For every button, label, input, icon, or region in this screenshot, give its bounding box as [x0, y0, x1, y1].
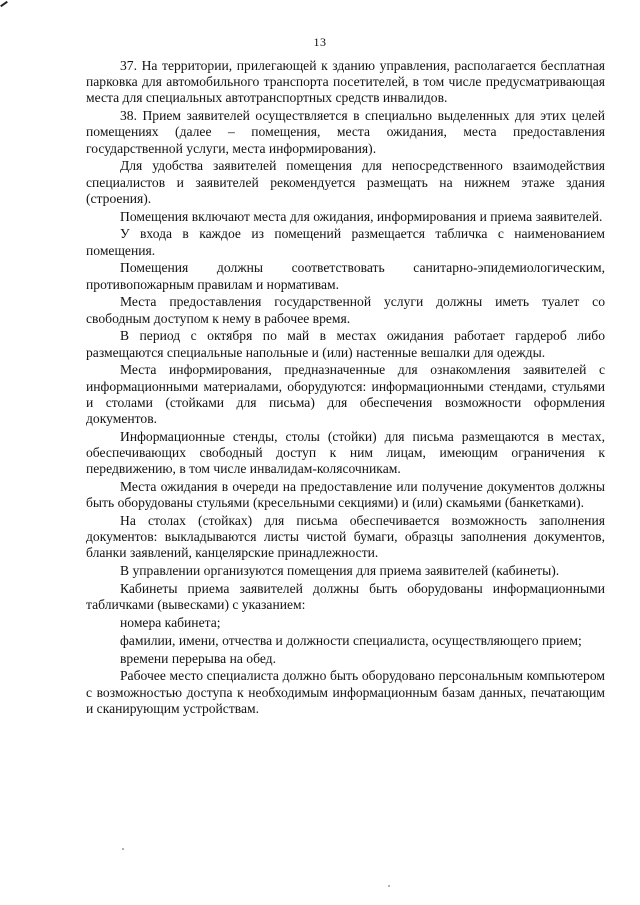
- paragraph-entrance-sign: У входа в каждое из помещений размещается табличка с наименованием помещения.: [86, 226, 605, 258]
- page-number: 13: [313, 35, 327, 49]
- list-item-specialist-name: фамилии, имени, отчества и должности специалиста, осуществляющего прием;: [120, 632, 582, 648]
- paragraph-info-places: Места информирования, предназначенные для ознакомления заявителей с информационными материалами, оборудуются: информационными стендами, стульями и столами (стойками для письма) для обеспечения возможности оформления документов.: [86, 362, 605, 427]
- paragraph-convenience: Для удобства заявителей помещения для непосредственного взаимодействия специалистов и заявителей рекомендуется размещать на нижнем этаже здания (строения).: [86, 158, 605, 206]
- list-item-lunch-break: времени перерыва на обед.: [120, 650, 276, 666]
- list-item-office-number: номера кабинета;: [120, 615, 221, 631]
- scan-speck: [122, 848, 124, 850]
- paragraph-workplace: Рабочее место специалиста должно быть оборудовано персональным компьютером с возможностью доступа к необходимым информационным базам данных, печатающим и сканирующим устройствам.: [86, 668, 605, 716]
- paragraph-toilet: Места предоставления государственной услуги должны иметь туалет со свободным доступом к нему в рабочее время.: [86, 294, 605, 326]
- paragraph-info-stands: Информационные стенды, столы (стойки) для письма размещаются в местах, обеспечивающих свободный доступ к ним лицам, имеющим ограничения к передвижению, в том числе инвалидам-колясочникам.: [86, 428, 605, 477]
- paragraph-waiting-places: Места ожидания в очереди на предоставление или получение документов должны быть оборудованы стульями (кресельными секциями) и (или) скамьями (банкетками).: [86, 479, 605, 511]
- paragraph-sanitary: Помещения должны соответствовать санитарно-эпидемиологическим, противопожарным правилам и нормативам.: [86, 260, 605, 292]
- paragraph-premises-include: Помещения включают места для ожидания, информирования и приема заявителей.: [120, 208, 603, 224]
- paragraph-office-signs: Кабинеты приема заявителей должны быть оборудованы информационными табличками (вывесками) с указанием:: [86, 581, 605, 613]
- paragraph-writing-tables: На столах (стойках) для письма обеспечивается возможность заполнения документов: выкладываются листы чистой бумаги, образцы заполнения документов, бланки заявлений, канцелярские принадлежности.: [86, 513, 605, 561]
- paragraph-wardrobe: В период с октября по май в местах ожидания работает гардероб либо размещаются специальные напольные и (или) настенные вешалки для одежды.: [86, 328, 605, 360]
- scan-corner-mark: [0, 1, 8, 7]
- paragraph-37: 37. На территории, прилегающей к зданию управления, располагается бесплатная парковка для автомобильного транспорта посетителей, в том числе предусматривающая места для специальных автотранспортных средств инвалидов.: [86, 58, 605, 106]
- scan-speck: [388, 885, 390, 887]
- paragraph-offices: В управлении организуются помещения для приема заявителей (кабинеты).: [120, 563, 560, 579]
- paragraph-38: 38. Прием заявителей осуществляется в специально выделенных для этих целей помещениях (далее – помещения, места ожидания, места предоставления государственной услуги, места информирования).: [86, 108, 605, 156]
- document-body: [86, 58, 605, 717]
